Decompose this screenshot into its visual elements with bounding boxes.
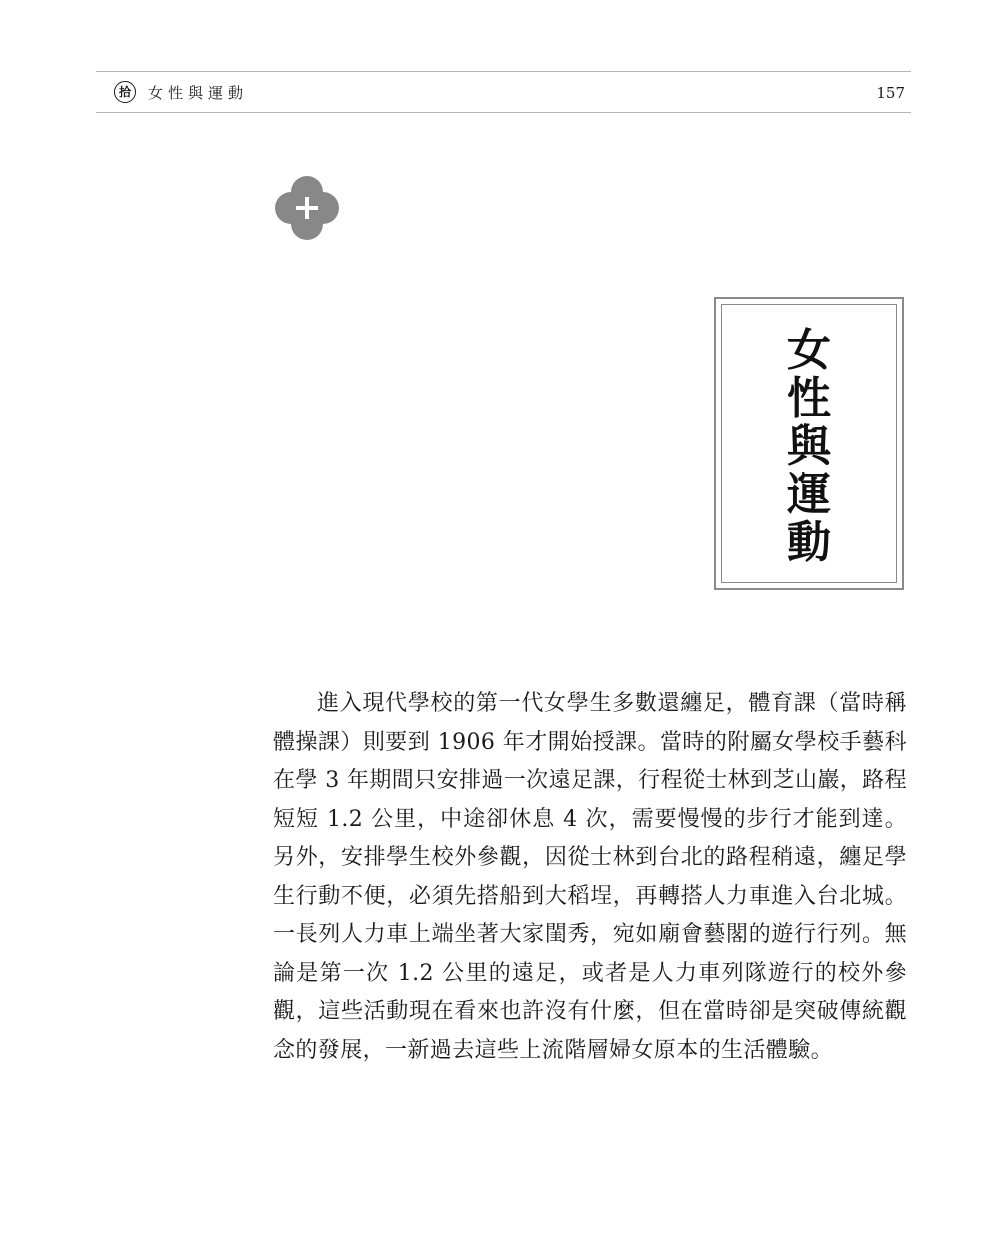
chapter-title: 女性與運動 <box>787 325 831 568</box>
chapter-number-badge: 拾 <box>114 81 136 103</box>
plus-icon <box>273 174 341 242</box>
header-bottom-rule <box>96 112 911 113</box>
chapter-title-inner-frame <box>721 304 897 583</box>
running-title: 女性與運動 <box>148 84 249 102</box>
body-paragraph: 進入現代學校的第一代女學生多數還纏足，體育課（當時稱體操課）則要到 1906 年才開始授課。當時的附屬女學校手藝科在學 3 年期間只安排過一次遠足課，行程從士林到芝山巖，路程短短 1.2 公里，中途卻休息 4 次，需要慢慢的步行才能到達。另外，安排學生校外參觀，因從士林到台北的路程稍遠，纏足學生行動不便，必須先搭船到大稻埕，再轉搭人力車進入台北城。一長列人力車上端坐著大家閨秀，宛如廟會藝閣的遊行行列。無論是第一次 1.2 公里的遠足，或者是人力車列隊遊行的校外參觀，這些活動現在看來也許沒有什麼，但在當時卻是突破傳統觀念的發展，一新過去這些上流階層婦女原本的生活體驗。 <box>273 691 907 1063</box>
page-number: 157 <box>876 84 905 102</box>
running-header <box>96 78 911 108</box>
header-top-rule <box>96 71 911 72</box>
chapter-title-frame <box>714 297 904 590</box>
